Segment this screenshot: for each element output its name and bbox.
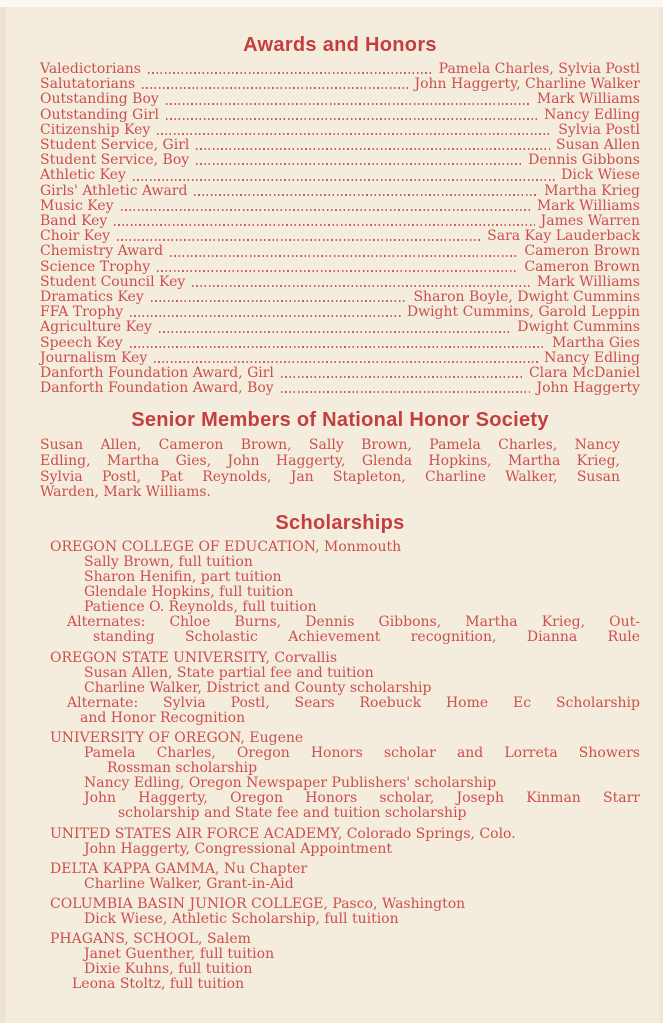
dot-leader — [159, 331, 511, 333]
award-recipient: Susan Allen — [556, 137, 640, 154]
dot-leader — [192, 285, 531, 287]
scholarship-line: Charline Walker, Grant-in-Aid — [84, 875, 294, 892]
institution-name: COLUMBIA BASIN JUNIOR COLLEGE, Pasco, Washington — [50, 895, 466, 912]
dot-leader — [157, 270, 518, 272]
dot-leader — [148, 72, 433, 74]
scholarship-line: Dixie Kuhns, full tuition — [84, 961, 253, 978]
scholarship-line: standing Scholastic Achievement recognition, Dianna Rule — [93, 629, 640, 646]
award-label: Choir Key — [40, 228, 111, 245]
award-recipient: Dwight Cummins — [517, 319, 640, 336]
honor-society-line: Susan Allen, Cameron Brown, Sally Brown, Pamela Charles, Nancy — [40, 437, 620, 454]
institution-name: OREGON STATE UNIVERSITY, Corvallis — [50, 649, 338, 666]
dot-leader — [157, 133, 552, 135]
award-row — [40, 366, 640, 381]
award-recipient: Mark Williams — [536, 273, 640, 290]
institution-name: UNIVERSITY OF OREGON, Eugene — [50, 729, 304, 746]
scholarship-line: Patience O. Reynolds, full tuition — [84, 599, 317, 616]
award-label: Agriculture Key — [40, 319, 152, 336]
award-row — [40, 153, 640, 168]
institution-name: OREGON COLLEGE OF EDUCATION, Monmouth — [50, 538, 402, 555]
scholarship-line: Janet Guenther, full tuition — [84, 946, 275, 963]
award-recipient: Sharon Boyle, Dwight Cummins — [413, 289, 640, 306]
scholarship-entry — [40, 731, 640, 822]
award-label: Science Trophy — [40, 258, 151, 275]
scholarship-line: Leona Stoltz, full tuition — [72, 976, 245, 993]
award-recipient: Cameron Brown — [524, 243, 640, 260]
award-label: Athletic Key — [40, 167, 126, 184]
award-recipient: Nancy Edling — [544, 106, 640, 123]
award-row — [40, 108, 640, 123]
award-recipient: John Haggerty — [536, 380, 640, 397]
dot-leader — [196, 148, 550, 150]
scholarship-entry — [40, 862, 640, 892]
scholarships-section-title: Scholarships — [275, 511, 405, 534]
dot-leader — [130, 315, 401, 317]
scholarships-list — [40, 540, 640, 993]
scholarship-line: Alternate: Sylvia Postl, Sears Roebuck Home Ec Scholarship — [67, 694, 640, 711]
scholarship-line: Nancy Edling, Oregon Newspaper Publishers' scholarship — [84, 775, 497, 792]
award-row — [40, 123, 640, 138]
award-label: Student Service, Girl — [40, 137, 190, 154]
award-label: Citizenship Key — [40, 121, 151, 138]
award-label: FFA Trophy — [40, 304, 124, 321]
award-label: Band Key — [40, 213, 108, 230]
award-row — [40, 92, 640, 107]
dot-leader — [114, 224, 534, 226]
honor-society-line: Warden, Mark Williams. — [40, 484, 211, 501]
award-label: Speech Key — [40, 334, 123, 351]
award-label: Salutatorians — [40, 76, 136, 93]
institution-name: UNITED STATES AIR FORCE ACADEMY, Colorado Springs, Colo. — [50, 825, 516, 842]
dot-leader — [281, 376, 523, 378]
award-recipient: Mark Williams — [536, 197, 640, 214]
award-recipient: Pamela Charles, Sylvia Postl — [438, 61, 640, 77]
scholarship-line: Susan Allen, State partial fee and tuition — [84, 664, 374, 681]
honor-society-members — [40, 438, 620, 500]
scholarship-entry — [40, 827, 640, 857]
award-label: Student Council Key — [40, 273, 186, 290]
award-label: Chemistry Award — [40, 243, 164, 260]
scholarship-line: Charline Walker, District and County scholarship — [84, 679, 432, 696]
scholarship-entry — [40, 651, 640, 726]
award-recipient: Martha Gies — [552, 334, 640, 351]
honor-society-line: Edling, Martha Gies, John Haggerty, Glenda Hopkins, Martha Krieg, — [40, 453, 620, 470]
dot-leader — [117, 239, 481, 241]
award-recipient: Clara McDaniel — [528, 365, 640, 382]
institution-name: DELTA KAPPA GAMMA, Nu Chapter — [50, 860, 308, 877]
award-recipient: Nancy Edling — [544, 349, 640, 366]
dot-leader — [166, 118, 538, 120]
award-row — [40, 336, 640, 351]
award-recipient: Dwight Cummins, Garold Leppin — [406, 304, 640, 321]
award-row — [40, 260, 640, 275]
award-recipient: Martha Krieg — [544, 182, 640, 199]
scholarship-line: John Haggerty, Oregon Honors scholar, Joseph Kinman Starr — [84, 790, 640, 807]
dot-leader — [133, 179, 555, 181]
award-label: Outstanding Boy — [40, 91, 159, 108]
honor-society-section-title: Senior Members of National Honor Society — [131, 409, 549, 432]
award-recipient: John Haggerty, Charline Walker — [414, 76, 640, 93]
award-row — [40, 381, 640, 396]
award-recipient: Mark Williams — [536, 91, 640, 108]
dot-leader — [154, 361, 538, 363]
scholarship-line: Dick Wiese, Athletic Scholarship, full tuition — [84, 911, 399, 927]
institution-name: PHAGANS, SCHOOL, Salem — [50, 931, 251, 948]
dot-leader — [151, 300, 408, 302]
award-row — [40, 199, 640, 214]
award-label: Valedictorians — [40, 61, 141, 77]
award-label: Student Service, Boy — [40, 152, 190, 169]
award-label: Girls' Athletic Award — [40, 182, 188, 199]
award-row — [40, 320, 640, 335]
scholarship-entry — [40, 540, 640, 646]
scholarship-line: John Haggerty, Congressional Appointment — [84, 840, 393, 857]
award-row — [40, 229, 640, 244]
award-row — [40, 214, 640, 229]
awards-section-title: Awards and Honors — [243, 34, 437, 56]
dot-leader — [281, 391, 531, 393]
award-recipient: Dennis Gibbons — [528, 152, 640, 169]
award-recipient: Dick Wiese — [561, 167, 640, 184]
scholarship-entry — [40, 897, 640, 927]
scholarship-line: Sally Brown, full tuition — [84, 553, 253, 570]
dot-leader — [196, 163, 522, 165]
award-row — [40, 168, 640, 183]
scholarship-line: Glendale Hopkins, full tuition — [84, 584, 294, 601]
award-label: Dramatics Key — [40, 289, 144, 306]
dot-leader — [130, 346, 546, 348]
scholarship-entry — [40, 932, 640, 992]
scholarship-line: Sharon Henifin, part tuition — [84, 569, 282, 586]
award-recipient: Sylvia Postl — [558, 121, 640, 138]
award-recipient: Sara Kay Lauderback — [487, 228, 640, 245]
scholarship-line: and Honor Recognition — [80, 709, 246, 726]
dot-leader — [170, 255, 518, 257]
award-row — [40, 351, 640, 366]
scholarship-line: Rossman scholarship — [107, 760, 258, 777]
awards-list — [40, 62, 640, 396]
award-row — [40, 244, 640, 259]
award-row — [40, 62, 640, 77]
award-recipient: James Warren — [540, 213, 640, 230]
award-label: Danforth Foundation Award, Girl — [40, 365, 274, 382]
honor-society-line: Sylvia Postl, Pat Reynolds, Jan Stapleton, Charline Walker, Susan — [40, 468, 620, 485]
award-label: Music Key — [40, 197, 114, 214]
award-label: Outstanding Girl — [40, 106, 159, 123]
dot-leader — [166, 103, 531, 105]
award-row — [40, 77, 640, 92]
scholarship-line: Alternates: Chloe Burns, Dennis Gibbons, Martha Krieg, Out- — [67, 614, 640, 631]
scholarship-line: scholarship and State fee and tuition scholarship — [118, 805, 467, 822]
award-row — [40, 138, 640, 153]
scholarship-line: Pamela Charles, Oregon Honors scholar and Lorreta Showers — [84, 745, 640, 762]
award-label: Journalism Key — [40, 349, 148, 366]
award-row — [40, 305, 640, 320]
dot-leader — [194, 194, 538, 196]
award-label: Danforth Foundation Award, Boy — [40, 380, 274, 397]
award-row — [40, 290, 640, 305]
award-row — [40, 275, 640, 290]
award-row — [40, 184, 640, 199]
dot-leader — [142, 87, 408, 89]
award-recipient: Cameron Brown — [524, 258, 640, 275]
dot-leader — [121, 209, 531, 211]
